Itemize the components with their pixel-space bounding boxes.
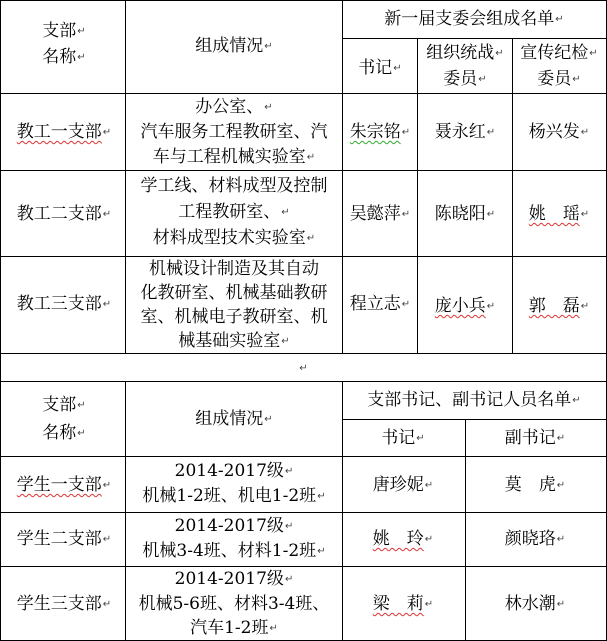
t1-row1-branch: 教工一支部↵ <box>16 122 112 142</box>
t2-row2-secretary: 姚 玲↵ <box>372 529 434 549</box>
t1-row3-pub: 郭 磊↵ <box>528 296 590 316</box>
t1-row1-composition-line1: 办公室、↵ <box>195 97 273 117</box>
t1-row1-composition-line3: 车与工程机械实验室↵ <box>152 147 316 167</box>
t1-row3-org: 庞小兵↵ <box>434 296 496 316</box>
t2-header-branch-line1: 支部↵ <box>42 395 86 415</box>
t2-row3-composition-line3: 汽车1-2班↵ <box>190 618 278 638</box>
t1-row2-secretary: 吴懿萍↵ <box>349 204 411 224</box>
t2-row1-composition-line1: 2014-2017级↵ <box>174 461 294 481</box>
t1-header-committee-title: 新一届支委会组成名单↵ <box>384 9 564 29</box>
t1-row3-composition-line1: 机械设计制造及其自动 <box>149 259 319 279</box>
t2-row1-composition-line2: 机械1-2班、机电1-2班↵ <box>142 486 326 506</box>
t1-header-org-line2: 委员↵ <box>443 69 487 89</box>
t2-row2-composition-line2: 机械3-4班、材料1-2班↵ <box>142 541 326 561</box>
t1-row2-composition-line1: 学工线、材料成型及控制 <box>140 176 328 196</box>
t1-header-branch-line1: 支部↵ <box>42 21 86 41</box>
t2-row3-composition-line2: 机械5-6班、材料3-4班、 <box>138 594 330 614</box>
t1-row3-branch: 教工三支部↵ <box>16 294 112 314</box>
t2-row3-composition-line1: 2014-2017级↵ <box>174 569 294 589</box>
t1-row1-org: 聂永红↵ <box>434 122 496 142</box>
paragraph-mark: ↵ <box>299 363 308 374</box>
t1-row3-composition-line3: 室、机械电子教研室、机 <box>140 307 328 327</box>
t1-row2-branch: 教工二支部↵ <box>16 204 112 224</box>
t2-header-composition: 组成情况↵ <box>195 409 273 429</box>
t2-row1-secretary: 唐珍妮↵ <box>372 475 434 495</box>
t2-header-branch-line2: 名称↵ <box>42 423 86 443</box>
t1-row1-composition-line2: 汽车服务工程教研室、汽 <box>140 122 328 142</box>
t1-header-secretary: 书记↵ <box>358 58 402 78</box>
t1-header-branch-line2: 名称↵ <box>42 47 86 67</box>
t2-header-deputy: 副书记↵ <box>504 428 566 448</box>
t1-row3-composition-line2: 化教研室、机械基础教研 <box>140 283 328 303</box>
t2-row3-secretary: 梁 莉↵ <box>372 594 434 614</box>
t1-row2-composition-line3: 材料成型技术实验室↵ <box>152 228 316 248</box>
t1-header-pub-line2: 委员↵ <box>537 69 581 89</box>
t1-row1-pub: 杨兴发↵ <box>528 122 590 142</box>
t2-row2-composition-line1: 2014-2017级↵ <box>174 516 294 536</box>
t1-header-pub-line1: 宣传纪检↵ <box>520 43 598 63</box>
t2-row2-deputy: 颜晓珞↵ <box>504 529 566 549</box>
t2-row1-deputy: 莫 虎↵ <box>504 475 566 495</box>
t2-row2-branch: 学生二支部↵ <box>16 529 112 549</box>
t1-row1-secretary: 朱宗铭↵ <box>349 122 411 142</box>
t2-row1-branch: 学生一支部↵ <box>16 475 112 495</box>
t2-row3-branch: 学生三支部↵ <box>16 594 112 614</box>
t2-header-secretary: 书记↵ <box>381 428 425 448</box>
t1-row3-composition-line4: 械基础实验室↵ <box>178 331 290 351</box>
t1-row2-pub: 姚 瑶↵ <box>528 204 590 224</box>
t1-row2-org: 陈晓阳↵ <box>434 204 496 224</box>
t1-header-org-line1: 组织统战↵ <box>426 43 504 63</box>
t1-header-composition: 组成情况↵ <box>195 36 273 56</box>
t1-row3-secretary: 程立志↵ <box>349 294 411 314</box>
t2-row3-deputy: 林水潮↵ <box>504 594 566 614</box>
t1-row2-composition-line2: 工程教研室、↵ <box>178 202 290 222</box>
t2-header-list-title: 支部书记、副书记人员名单↵ <box>367 390 581 410</box>
